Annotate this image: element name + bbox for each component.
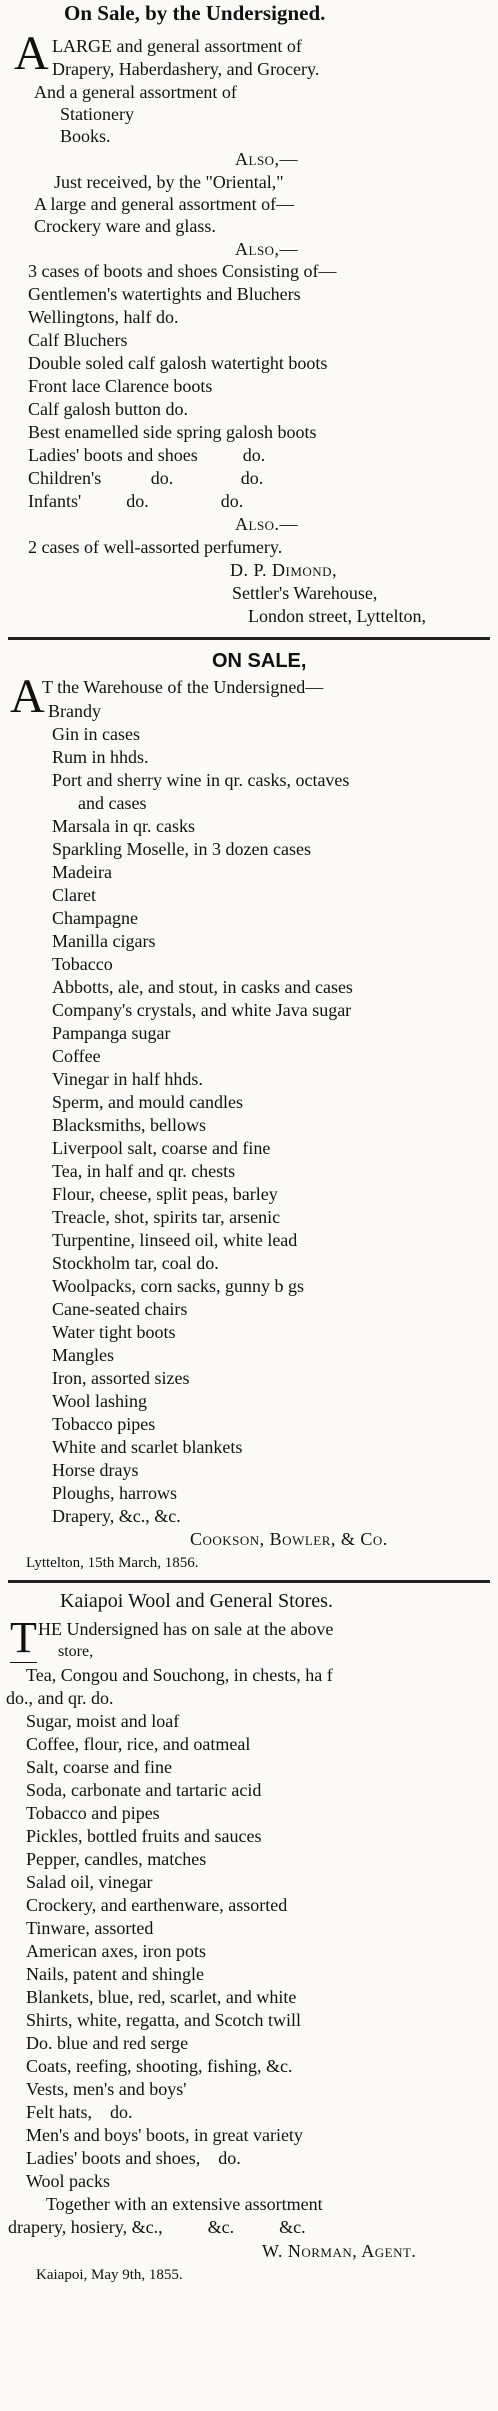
ad-line: Shirts, white, regatta, and Scotch twill: [26, 2010, 301, 2030]
ad-line: do., and qr. do.: [6, 1688, 114, 1708]
ad-line: Blankets, blue, red, scarlet, and white: [26, 1987, 297, 2007]
ad-line: Vests, men's and boys': [26, 2079, 187, 2099]
ad-line: 3 cases of boots and shoes Consisting of—: [28, 261, 337, 281]
drop-cap: T: [10, 1613, 37, 1662]
ad-line: Liverpool salt, coarse and fine: [52, 1138, 271, 1158]
ad-line: Stationery: [60, 104, 134, 124]
ad-line: HE Undersigned has on sale at the above: [38, 1619, 334, 1639]
ad-line: Tea, Congou and Souchong, in chests, ha f: [26, 1665, 333, 1685]
ad-line: Pepper, candles, matches: [26, 1849, 207, 1869]
ad-title: Kaiapoi Wool and General Stores.: [60, 1590, 333, 1612]
ad-line: Settler's Warehouse,: [232, 583, 378, 603]
ad-line: Blacksmiths, bellows: [52, 1115, 206, 1135]
ad-line: Gentlemen's watertights and Bluchers: [28, 284, 301, 304]
ad-line: Marsala in qr. casks: [52, 816, 195, 836]
ad-line: Also.—: [235, 514, 299, 534]
ad-line: Flour, cheese, split peas, barley: [52, 1184, 278, 1204]
ad-line: Salad oil, vinegar: [26, 1872, 153, 1892]
drop-cap: A: [14, 27, 49, 80]
ad-line: Children's do. do.: [28, 468, 264, 488]
ad-line: Calf galosh button do.: [28, 399, 188, 419]
ad-line: Rum in hhds.: [52, 747, 149, 767]
section-divider: [8, 1580, 490, 1583]
ad-line: Tobacco pipes: [52, 1414, 156, 1434]
ad-line: Salt, coarse and fine: [26, 1757, 172, 1777]
ad-line: Coats, reefing, shooting, fishing, &c.: [26, 2056, 293, 2076]
ad-line: American axes, iron pots: [26, 1941, 206, 1961]
signature-name: W. Norman, Agent.: [262, 2241, 417, 2261]
ad-line: Woolpacks, corn sacks, gunny b gs: [52, 1276, 305, 1296]
ad-line: Books.: [60, 126, 111, 146]
ad-line: Ladies' boots and shoes do.: [28, 445, 266, 465]
ad-line: Madeira: [52, 862, 112, 882]
ad-line: and cases: [78, 793, 147, 813]
ad-line: And a general assortment of: [34, 82, 237, 102]
ad-line: London street, Lyttelton,: [248, 606, 426, 626]
ad-line: Stockholm tar, coal do.: [52, 1253, 219, 1273]
ad-line: T the Warehouse of the Undersigned—: [42, 677, 324, 697]
ad-line: Best enamelled side spring galosh boots: [28, 422, 317, 442]
ad-line: Nails, patent and shingle: [26, 1964, 204, 1984]
ad-line: Wool packs: [26, 2171, 111, 2191]
ad-line: drapery, hosiery, &c., &c. &c.: [8, 2217, 306, 2237]
ad-line: Also,—: [235, 239, 299, 259]
section-divider: [8, 637, 490, 640]
ad-line: Manilla cigars: [52, 931, 156, 951]
ad-line: Felt hats, do.: [26, 2102, 133, 2122]
ad-line: Coffee, flour, rice, and oatmeal: [26, 1734, 251, 1754]
ad-line: Men's and boys' boots, in great variety: [26, 2125, 303, 2145]
ad-line: Pampanga sugar: [52, 1023, 171, 1043]
ad-line: Sperm, and mould candles: [52, 1092, 243, 1112]
ad-line: Calf Bluchers: [28, 330, 128, 350]
ad-line: Crockery, and earthenware, assorted: [26, 1895, 288, 1915]
ad-line: Coffee: [52, 1046, 101, 1066]
ad-line: Abbotts, ale, and stout, in casks and cases: [52, 977, 353, 997]
ad-line: Brandy: [48, 701, 101, 721]
ad-line: White and scarlet blankets: [52, 1437, 243, 1457]
ad-date: Lyttelton, 15th March, 1856.: [26, 1555, 199, 1571]
ad-line: Together with an extensive assortment: [46, 2194, 323, 2214]
ad-line: Also,—: [235, 149, 299, 169]
ad-line: Sugar, moist and loaf: [26, 1711, 180, 1731]
ad-line: Tea, in half and qr. chests: [52, 1161, 236, 1181]
ad-line: Do. blue and red serge: [26, 2033, 189, 2053]
ad-line: Iron, assorted sizes: [52, 1368, 190, 1388]
ad-line: Horse drays: [52, 1460, 139, 1480]
ad-line: Drapery, &c., &c.: [52, 1506, 181, 1526]
ad-line: Tinware, assorted: [26, 1918, 154, 1938]
ad-line: Mangles: [52, 1345, 114, 1365]
ad-line: Port and sherry wine in qr. casks, octaves: [52, 770, 350, 790]
ad-line: Ladies' boots and shoes, do.: [26, 2148, 241, 2168]
ad-line: store,: [58, 1643, 94, 1660]
ad-line: Just received, by the "Oriental,": [54, 172, 284, 192]
ad-line: Vinegar in half hhds.: [52, 1069, 203, 1089]
ad-line: Tobacco and pipes: [26, 1803, 160, 1823]
drop-cap: A: [10, 670, 45, 723]
ad-title: ON SALE,: [212, 650, 307, 672]
ad-line: Crockery ware and glass.: [34, 216, 216, 236]
ad-line: Company's crystals, and white Java sugar: [52, 1000, 352, 1020]
ad-line: Wellingtons, half do.: [28, 307, 179, 327]
ad-line: Champagne: [52, 908, 138, 928]
signature-name: D. P. Dimond,: [230, 560, 338, 580]
signature-name: Cookson, Bowler, & Co.: [190, 1529, 388, 1549]
ad-line: Pickles, bottled fruits and sauces: [26, 1826, 262, 1846]
ad-line: A large and general assortment of—: [34, 194, 295, 214]
ad-line: Infants' do. do.: [28, 491, 244, 511]
ad-date: Kaiapoi, May 9th, 1855.: [36, 2267, 183, 2283]
ad-line: LARGE and general assortment of: [52, 36, 302, 56]
ad-line: Double soled calf galosh watertight boots: [28, 353, 328, 373]
ad-title: On Sale, by the Undersigned.: [64, 1, 326, 25]
ad-line: Ploughs, harrows: [52, 1483, 177, 1503]
ad-line: Treacle, shot, spirits tar, arsenic: [52, 1207, 281, 1227]
ad-line: Cane-seated chairs: [52, 1299, 188, 1319]
ad-line: Tobacco: [52, 954, 113, 974]
ad-line: Turpentine, linseed oil, white lead: [52, 1230, 298, 1250]
ad-line: 2 cases of well-assorted perfumery.: [28, 537, 283, 557]
ad-line: Drapery, Haberdashery, and Grocery.: [52, 59, 320, 79]
ad-line: Water tight boots: [52, 1322, 176, 1342]
ad-line: Front lace Clarence boots: [28, 376, 213, 396]
ad-line: Gin in cases: [52, 724, 140, 744]
ad-line: Soda, carbonate and tartaric acid: [26, 1780, 262, 1800]
ad-line: Claret: [52, 885, 96, 905]
ad-line: Sparkling Moselle, in 3 dozen cases: [52, 839, 311, 859]
ad-line: Wool lashing: [52, 1391, 148, 1411]
